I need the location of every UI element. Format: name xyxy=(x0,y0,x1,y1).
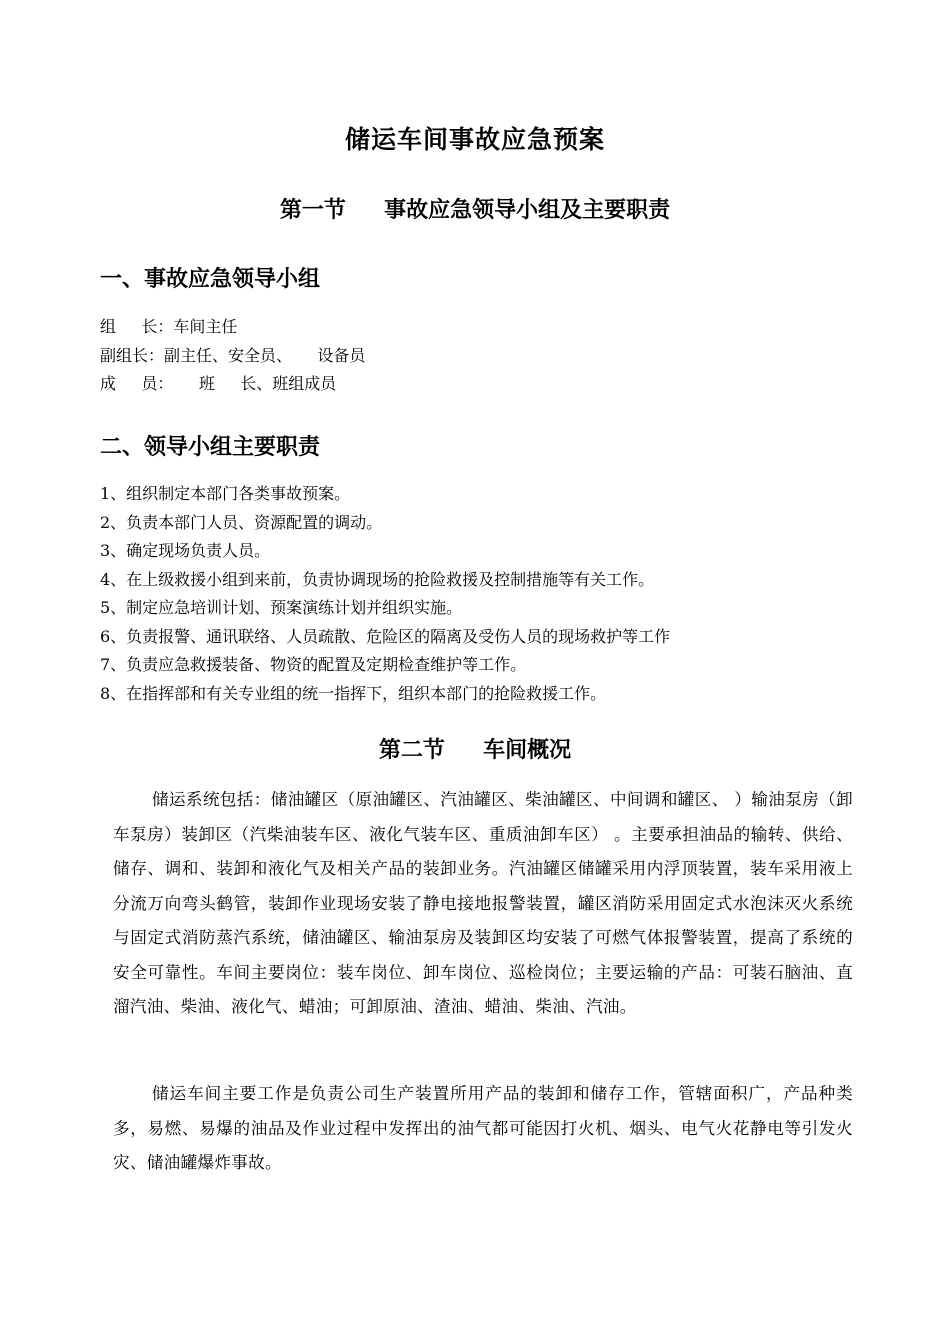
list-item: 5、制定应急培训计划、预案演练计划并组织实施。 xyxy=(100,598,463,617)
members-line: 成 员： 班 长、班组成员 xyxy=(100,374,337,393)
leader-line: 组 长：车间主任 xyxy=(100,317,238,336)
hazard-paragraph: 储运车间主要工作是负责公司生产装置所用产品的装卸和储存工作，管辖面积广，产品种类多，易燃、易爆的油品及作业过程中发挥出的油气都可能因打火机、烟头、电气火花静电等引发火灾、储油罐爆炸事故。 xyxy=(113,1084,853,1172)
section2-heading: 第二节 车间概况 xyxy=(378,737,572,763)
section1-heading: 第一节 事故应急领导小组及主要职责 xyxy=(279,197,671,223)
leadership-group-members xyxy=(100,313,365,399)
overview-paragraph: 储运系统包括：储油罐区（原油罐区、汽油罐区、柴油罐区、中间调和罐区、 ）输油泵房（卸车泵房）装卸区（汽柴油装车区、液化气装车区、重质油卸车区） 。主要承担油品的输转、供给、储存、调和、装卸和液化气及相关产品的装卸业务。汽油罐区储罐采用内浮顶装置，装车采用液上分流万向弯头鹤管，装卸作业现场安装了静电接地报警装置，罐区消防采用固定式水泡沫灭火系统与固定式消防蒸汽系统，储油罐区、输油泵房及装卸区均安装了可燃气体报警装置，提高了系统的安全可靠性。车间主要岗位：装车岗位、卸车岗位、巡检岗位；主要运输的产品：可装石脑油、直溜汽油、柴油、液化气、蜡油；可卸原油、渣油、蜡油、柴油、汽油。 xyxy=(113,790,853,1016)
list-item: 6、负责报警、通讯联络、人员疏散、危险区的隔离及受伤人员的现场救护等工作 xyxy=(100,626,671,646)
list-item: 2、负责本部门人员、资源配置的调动。 xyxy=(100,512,383,532)
leadership-group-heading: 一、事故应急领导小组 xyxy=(100,266,321,292)
list-item: 4、在上级救援小组到来前，负责协调现场的抢险救援及控制措施等有关工作。 xyxy=(100,569,655,589)
list-item: 1、组织制定本部门各类事故预案。 xyxy=(100,484,351,503)
deputy-leader-line: 副组长：副主任、安全员、 设备员 xyxy=(100,345,366,365)
responsibilities-list xyxy=(100,480,670,708)
list-item: 7、负责应急救援装备、物资的配置及定期检查维护等工作。 xyxy=(100,655,527,674)
responsibilities-heading: 二、领导小组主要职责 xyxy=(100,434,321,460)
list-item: 8、在指挥部和有关专业组的统一指挥下，组织本部门的抢险救援工作。 xyxy=(100,683,607,703)
document-title: 储运车间事故应急预案 xyxy=(344,125,605,154)
list-item: 3、确定现场负责人员。 xyxy=(100,541,271,560)
